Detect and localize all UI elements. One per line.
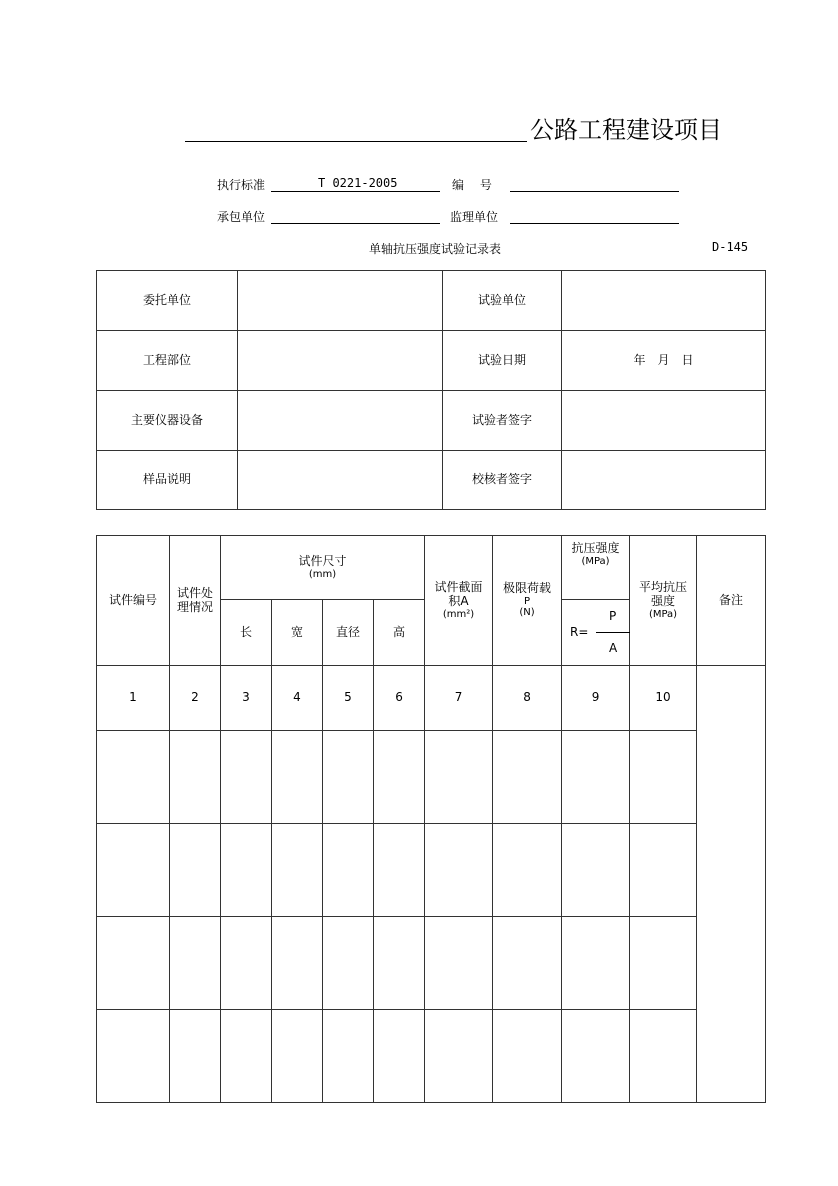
data-cell[interactable] [630, 824, 697, 917]
data-cell[interactable] [170, 824, 221, 917]
col-number: 1 [97, 666, 170, 731]
strength-label: 抗压强度 [571, 541, 620, 555]
data-cell[interactable] [425, 824, 493, 917]
client-label: 委托单位 [97, 271, 238, 331]
results-table [96, 535, 766, 1103]
standard-value: T 0221-2005 [318, 176, 398, 190]
data-cell[interactable] [493, 1010, 562, 1103]
data-cell[interactable] [493, 731, 562, 824]
col-number: 6 [374, 666, 425, 731]
table-row [97, 917, 766, 1010]
test-date-label: 试验日期 [443, 331, 562, 391]
data-cell[interactable] [170, 1010, 221, 1103]
standard-label: 执行标准 [217, 178, 266, 192]
remark-cell[interactable] [697, 666, 766, 1103]
standard-line [271, 191, 440, 192]
data-cell[interactable] [562, 917, 630, 1010]
data-cell[interactable] [272, 917, 323, 1010]
col-id-header: 试件编号 [97, 536, 170, 666]
col-number: 2 [170, 666, 221, 731]
test-date-value[interactable]: 年 月 日 [562, 331, 766, 391]
col-height-header: 高 [374, 600, 425, 666]
formula-r: R= [570, 625, 589, 639]
data-cell[interactable] [374, 731, 425, 824]
strength-formula [562, 600, 630, 666]
data-cell[interactable] [170, 731, 221, 824]
col-number: 10 [630, 666, 697, 731]
data-cell[interactable] [323, 917, 374, 1010]
data-cell[interactable] [374, 917, 425, 1010]
data-cell[interactable] [493, 824, 562, 917]
checker-sign-label: 校核者签字 [443, 451, 562, 510]
data-cell[interactable] [425, 731, 493, 824]
data-cell[interactable] [97, 917, 170, 1010]
data-cell[interactable] [221, 917, 272, 1010]
formula-fraction-bar [596, 632, 630, 633]
data-cell[interactable] [97, 824, 170, 917]
tester-sign-label: 试验者签字 [443, 391, 562, 451]
tester-sign-value[interactable] [562, 391, 766, 451]
strength-unit: (MPa) [581, 555, 610, 567]
checker-sign-value[interactable] [562, 451, 766, 510]
equipment-value[interactable] [238, 391, 443, 451]
formula-a: A [609, 641, 618, 655]
data-cell[interactable] [221, 731, 272, 824]
data-cell[interactable] [272, 731, 323, 824]
area-unit: (mm²) [442, 608, 475, 620]
col-load-header [493, 536, 562, 666]
data-cell[interactable] [272, 1010, 323, 1103]
col-area-header [425, 536, 493, 666]
number-line [510, 191, 679, 192]
form-code: D-145 [712, 240, 749, 254]
load-symbol: P [524, 595, 531, 607]
area-label: 试件截面积A [434, 579, 483, 608]
data-cell[interactable] [97, 731, 170, 824]
data-cell[interactable] [493, 917, 562, 1010]
test-unit-value[interactable] [562, 271, 766, 331]
data-cell[interactable] [272, 824, 323, 917]
load-unit: (N) [519, 607, 535, 619]
col-avg-header [630, 536, 697, 666]
contractor-label: 承包单位 [217, 210, 266, 224]
avg-unit: (MPa) [648, 608, 678, 620]
col-diameter-header: 直径 [323, 600, 374, 666]
data-cell[interactable] [170, 917, 221, 1010]
project-part-value[interactable] [238, 331, 443, 391]
supervisor-label: 监理单位 [450, 210, 499, 224]
info-table [96, 270, 766, 510]
sample-desc-value[interactable] [238, 451, 443, 510]
data-cell[interactable] [221, 824, 272, 917]
page-title: 公路工程建设项目 [530, 116, 722, 144]
data-cell[interactable] [562, 1010, 630, 1103]
col-strength-header [562, 536, 630, 600]
col-width-header: 宽 [272, 600, 323, 666]
test-unit-label: 试验单位 [443, 271, 562, 331]
col-remark-header: 备注 [697, 536, 766, 666]
load-label: 极限荷载 [503, 581, 552, 596]
size-unit: (mm) [308, 568, 337, 580]
formula-p: P [609, 609, 617, 623]
data-cell[interactable] [562, 731, 630, 824]
col-number: 3 [221, 666, 272, 731]
data-cell[interactable] [221, 1010, 272, 1103]
data-cell[interactable] [425, 917, 493, 1010]
sample-desc-label: 样品说明 [97, 451, 238, 510]
col-number: 4 [272, 666, 323, 731]
table-row [97, 824, 766, 917]
data-cell[interactable] [630, 1010, 697, 1103]
project-part-label: 工程部位 [97, 331, 238, 391]
data-cell[interactable] [374, 824, 425, 917]
supervisor-line [510, 223, 679, 224]
data-cell[interactable] [630, 917, 697, 1010]
data-cell[interactable] [323, 1010, 374, 1103]
data-cell[interactable] [425, 1010, 493, 1103]
equipment-label: 主要仪器设备 [97, 391, 238, 451]
project-name-line [185, 141, 527, 142]
data-cell[interactable] [630, 731, 697, 824]
table-row [97, 1010, 766, 1103]
col-number: 7 [425, 666, 493, 731]
client-value[interactable] [238, 271, 443, 331]
col-treatment-header: 试件处理情况 [170, 536, 221, 666]
number-label: 编 号 [452, 178, 492, 192]
data-cell[interactable] [323, 824, 374, 917]
col-number: 5 [323, 666, 374, 731]
avg-label: 平均抗压强度 [639, 579, 688, 608]
contractor-line [271, 223, 440, 224]
size-label: 试件尺寸 [298, 553, 347, 568]
table-row [97, 731, 766, 824]
col-number: 9 [562, 666, 630, 731]
data-cell[interactable] [97, 1010, 170, 1103]
data-cell[interactable] [562, 824, 630, 917]
form-title: 单轴抗压强度试验记录表 [369, 242, 502, 256]
col-length-header: 长 [221, 600, 272, 666]
col-number: 8 [493, 666, 562, 731]
data-cell[interactable] [374, 1010, 425, 1103]
data-cell[interactable] [323, 731, 374, 824]
col-size-header [221, 536, 425, 600]
